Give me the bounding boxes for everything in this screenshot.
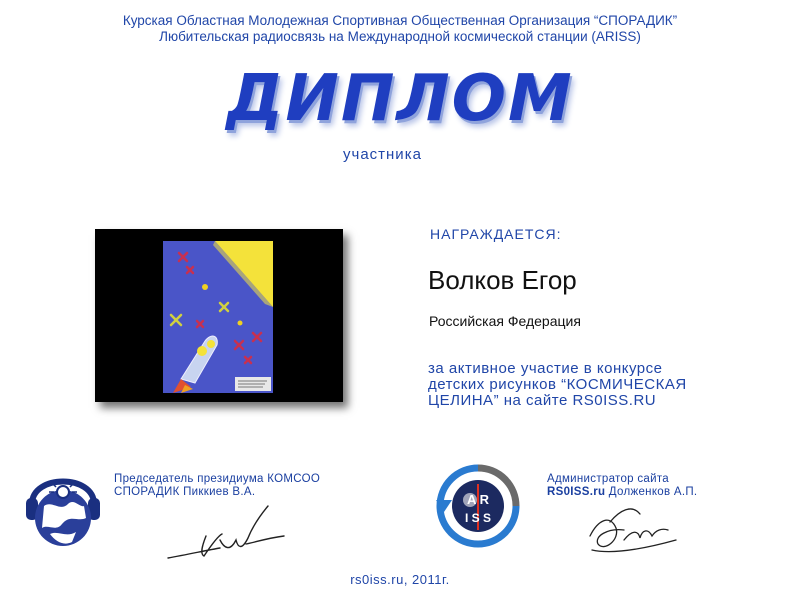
reason-line-1: за активное участие в конкурсе [428,360,663,377]
reason-line-3: ЦЕЛИНА” на сайте RS0ISS.RU [428,392,657,409]
ariss-logo [432,460,524,552]
admin-site: RS0ISS.ru [547,486,606,498]
chairman-signature [160,496,310,568]
ariss-logo-top-text: A R [467,492,489,507]
admin-title: Администратор сайта [547,473,669,485]
reason-line-2: детских рисунков “КОСМИЧЕСКАЯ [428,376,687,393]
header-org-line: Курская Областная Молодежная Спортивная Общественная Организация “СПОРАДИК” [122,13,678,28]
header-ariss-line: Любительская радиосвязь на Международной космической станции (ARISS) [159,29,641,44]
footer-site-year: rs0iss.ru, 2011г. [350,572,450,587]
recipient-country: Российская Федерация [429,313,581,329]
chairman-title: Председатель президиума КОМСОО [114,473,321,485]
awarded-label: НАГРАЖДАЕТСЯ: [430,226,562,242]
child-drawing-image [95,229,343,402]
admin-name-line [547,486,697,499]
diploma-title: ДИПЛОМ [226,62,574,136]
sporadik-globe-logo [22,462,104,554]
recipient-name: Волков Егор [428,265,577,295]
drawing-frame [95,229,343,402]
diploma-subtitle: участника [343,146,422,163]
ariss-logo-bottom-text: I S S [464,511,492,525]
admin-name: Долженков А.П. [605,486,698,498]
admin-signature [580,500,690,564]
chairman-name: СПОРАДИК Пиккиев В.А. [114,486,256,498]
